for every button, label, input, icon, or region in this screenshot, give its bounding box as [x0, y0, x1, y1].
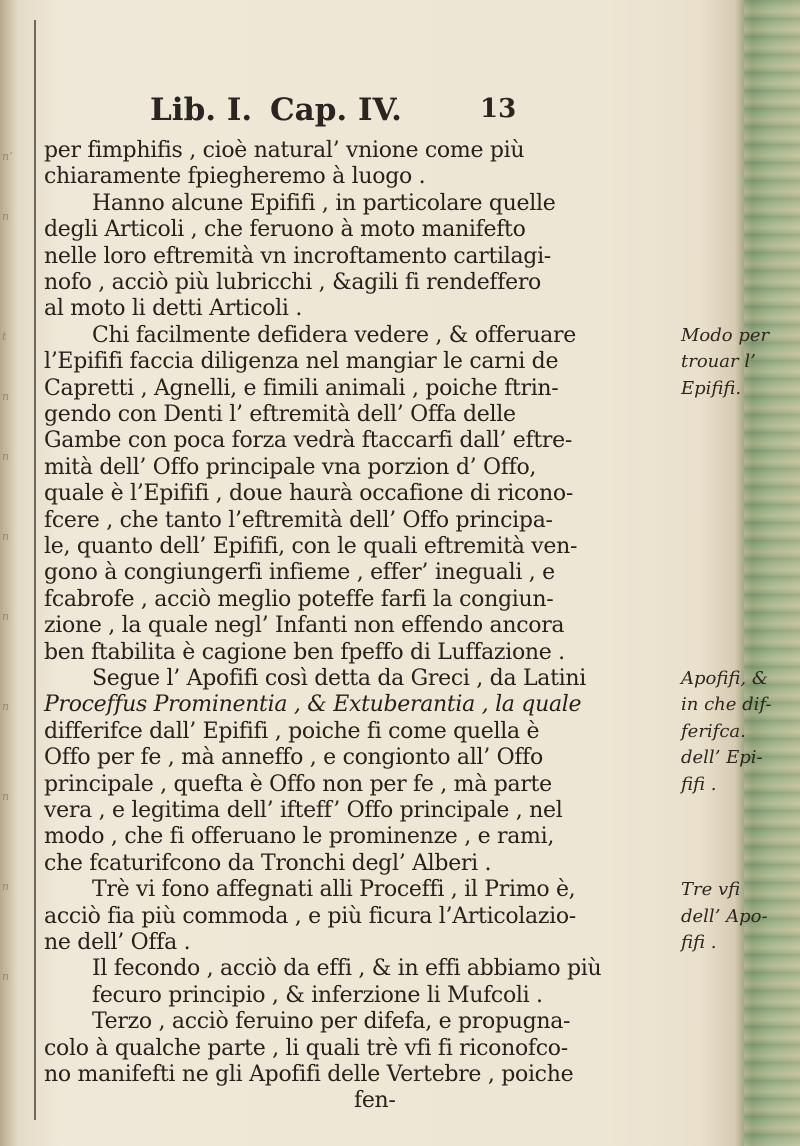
text-line: fecuro principio , & inferzione li Mufcoli .	[92, 982, 543, 1008]
text-line: gono à congiungerfi infieme , effer’ ineguali , e	[44, 560, 555, 586]
facing-page-bleed: n’ n t n n n n n n n n	[2, 150, 13, 983]
text-line: degli Articoli , che feruono à moto manifefto	[44, 217, 526, 243]
text-line: acciò fia più commoda , e più ficura l’Articolazio-	[44, 903, 576, 929]
margin-note: fifi .	[681, 773, 717, 795]
text-line: per fimphifis , cioè natural’ vnione come più	[44, 138, 525, 163]
text-line: Capretti , Agnelli, e fimili animali , poiche ftrin-	[44, 375, 559, 401]
running-header	[150, 92, 630, 136]
text-line: quale è l’Epififi , doue haurà occafione di ricono-	[44, 481, 573, 507]
margin-note: trouar l’	[681, 351, 756, 373]
page-edge-shadow	[744, 0, 800, 1146]
text-line: vera , e legitima dell’ ifteff’ Offo principale , nel	[44, 798, 563, 823]
text-line: differifce dall’ Epififi , poiche fi come quella è	[44, 718, 540, 744]
margin-note: dell’ Apo-	[681, 905, 768, 927]
chapter-label: Cap. IV.	[270, 92, 402, 128]
page-number: 13	[480, 94, 517, 124]
text-line: le, quanto dell’ Epififi, con le quali eftremità ven-	[44, 534, 578, 559]
text-line: Offo per fe , mà anneffo , e congionto all’ Offo	[44, 745, 543, 771]
margin-note: dell’ Epi-	[681, 747, 763, 769]
text-line: zione , la quale negl’ Infanti non effendo ancora	[44, 613, 565, 639]
text-line: al moto li detti Articoli .	[44, 296, 303, 322]
text-line: nofo , acciò più lubricchi , &agili fi rendeffero	[44, 270, 541, 295]
text-line: colo à qualche parte , li quali trè vfi fi riconofco-	[44, 1035, 568, 1061]
text-line: Trè vi fono affegnati alli Proceffi , il Primo è,	[92, 877, 576, 903]
margin-note: Modo per	[681, 324, 770, 346]
text-line: che fcaturifcono da Tronchi degl’ Alberi .	[44, 850, 492, 876]
text-line: fen-	[354, 1088, 396, 1114]
text-line: modo , che fi offeruano le prominenze , e rami,	[44, 824, 555, 850]
margin-note: in che dif-	[681, 694, 772, 716]
text-line: Segue l’ Apofifi così detta da Greci , da Latini	[92, 666, 586, 691]
text-line: gendo con Denti l’ eftremità dell’ Offa delle	[44, 402, 516, 427]
text-line: ne dell’ Offa .	[44, 930, 191, 955]
text-line: Terzo , acciò feruino per difefa, e propugna-	[92, 1009, 571, 1035]
text-line: nelle loro eftremità vn incroftamento cartilagi-	[44, 243, 551, 269]
margin-note: Tre vfi	[681, 879, 741, 901]
text-line: mità dell’ Offo principale vna porzion d’ Offo,	[44, 454, 537, 480]
text-line: ben ftabilita è cagione ben fpeffo di Luffazione .	[44, 639, 565, 665]
text-line: no manifefti ne gli Apofifi delle Vertebre , poiche	[44, 1062, 574, 1087]
text-line: Chi facilmente defidera vedere , & offeruare	[92, 322, 576, 348]
text-line: principale , quefta è Offo non per fe , mà parte	[44, 771, 552, 797]
book-label: Lib. I.	[150, 92, 253, 128]
text-line: chiaramente fpiegheremo à luogo .	[44, 164, 426, 190]
text-line: fcere , che tanto l’eftremità dell’ Offo principa-	[44, 507, 553, 533]
margin-note: fifi .	[681, 932, 717, 953]
text-line: l’Epififi faccia diligenza nel mangiar le carni de	[44, 349, 559, 375]
margin-note: ferifca.	[681, 720, 746, 742]
text-line: fcabrofe , acciò meglio poteffe farfi la congiun-	[44, 586, 554, 612]
margin-note: Epififi.	[681, 377, 742, 399]
text-line: Il fecondo , acciò da effi , & in effi abbiamo più	[92, 956, 602, 982]
text-line: Hanno alcune Epififi , in particolare quelle	[92, 190, 556, 216]
margin-note: Apofifi, &	[681, 668, 768, 689]
text-line: Proceffus Prominentia , & Extuberantia , la quale	[44, 692, 582, 718]
page-fold-line	[34, 20, 36, 1120]
text-line: Gambe con poca forza vedrà ftaccarfi dall’ eftre-	[44, 428, 572, 454]
